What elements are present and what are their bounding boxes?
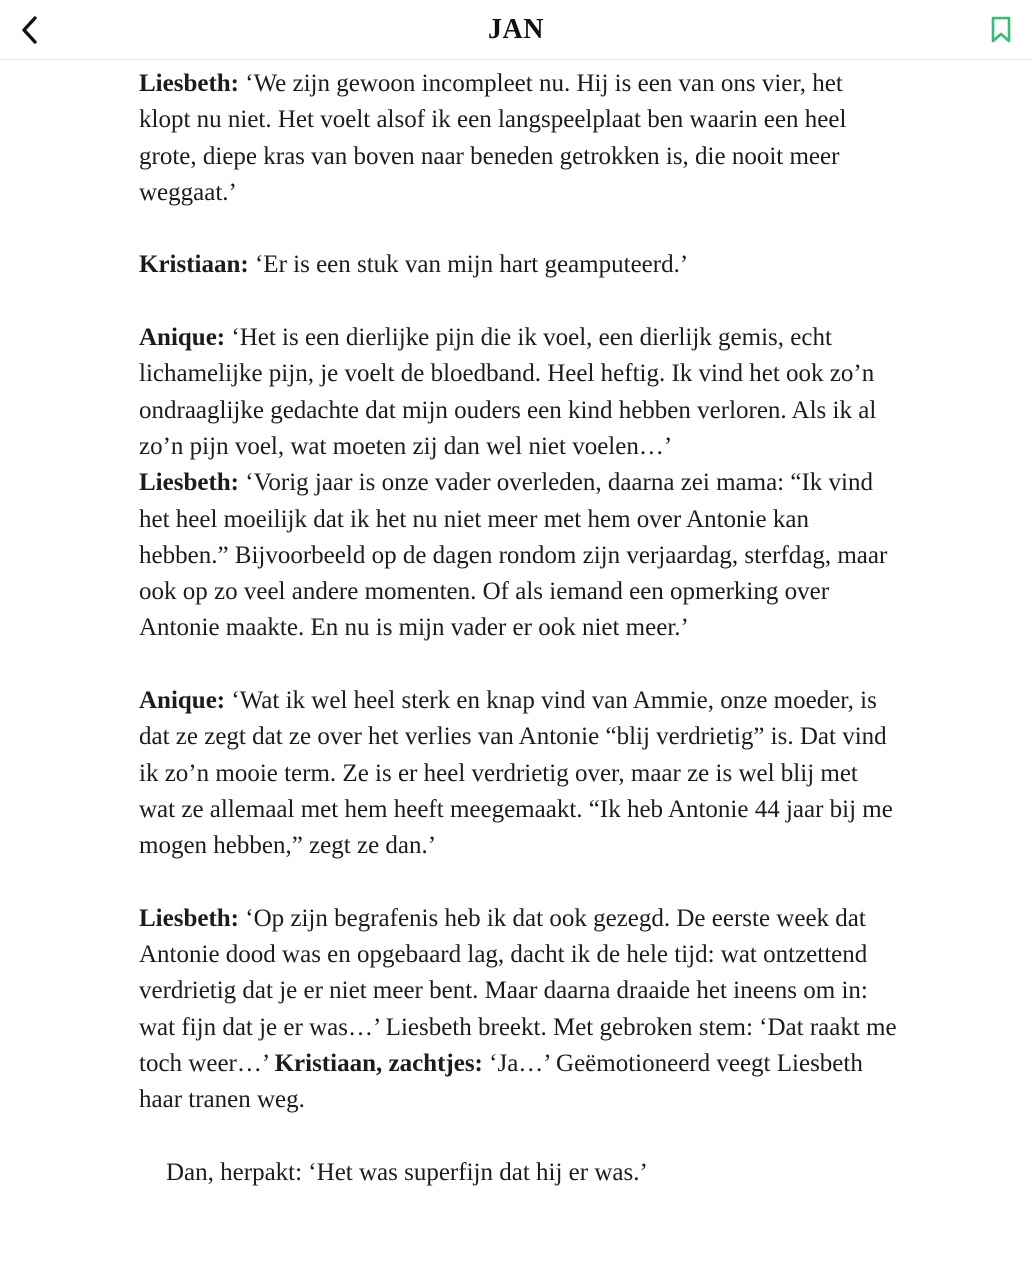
speaker-name: Kristiaan: bbox=[139, 251, 249, 279]
speaker-name: Liesbeth: bbox=[139, 469, 239, 497]
quote-text: ‘Het is een dierlijke pijn die ik voel, een dierlijk gemis, echt lichamelijke pijn, je voelt de bloedband. Heel heftig. Ik vind het ook zo’n ondraaglijke gedachte dat mijn ouders een kind hebben verloren. Als ik al zo’n pijn voel, wat moeten zij dan wel niet voelen…’ bbox=[139, 324, 877, 460]
quote-text: ‘Vorig jaar is onze vader overleden, daarna zei mama: “Ik vind het heel moeilijk dat ik het nu niet meer met hem over Antonie kan hebben.” Bijvoorbeeld op de dagen rondom zijn verjaardag, sterfdag, maar ook op zo veel andere momenten. Of als iemand een opmerking over Antonie maakte. En nu is mijn vader er ook niet meer.’ bbox=[139, 469, 888, 642]
top-bar bbox=[0, 0, 1032, 60]
speaker-name: Anique: bbox=[139, 687, 226, 715]
speaker-name: Liesbeth: bbox=[139, 904, 239, 932]
quote-text: ‘Er is een stuk van mijn hart geamputeerd.’ bbox=[248, 251, 689, 279]
quote-paragraph bbox=[139, 465, 899, 646]
quote-text: ‘Op zijn begrafenis heb ik dat ook gezegd. De eerste week dat Antonie dood was en opgebaard lag, dacht ik de hele tijd: wat ontzettend verdrietig dat je er niet meer bent. Maar daarna draaide het ineens om in: wat fijn dat je er was…’ Liesbeth breekt. Met gebroken stem: ‘Dat raakt me toch weer…’ bbox=[139, 904, 897, 1078]
speaker-name: Kristiaan, zachtjes: bbox=[274, 1050, 483, 1078]
quote-text: ‘We zijn gewoon incompleet nu. Hij is een van ons vier, het klopt nu niet. Het voelt alsof ik een langspeelplaat ben waarin een heel grote, diepe kras van boven naar beneden getrokken is, die nooit meer weggaat.’ bbox=[139, 70, 847, 206]
quote-text: ‘Wat ik wel heel sterk en knap vind van Ammie, onze moeder, is dat ze zegt dat ze over het verlies van Antonie “blij verdrietig” is. Dat vind ik zo’n mooie term. Ze is er heel verdrietig over, maar ze is wel blij met wat ze allemaal met hem heeft meegemaakt. “Ik heb Antonie 44 jaar bij me mogen hebben,” zegt ze dan.’ bbox=[139, 687, 893, 860]
closing-paragraph: Dan, herpakt: ‘Het was superfijn dat hij er was.’ bbox=[166, 1158, 648, 1186]
article-body bbox=[139, 66, 899, 1191]
page-title: JAN bbox=[488, 14, 544, 45]
quote-paragraph bbox=[139, 320, 899, 465]
quote-paragraph bbox=[139, 901, 899, 1119]
speaker-name: Liesbeth: bbox=[139, 70, 239, 97]
quote-paragraph bbox=[139, 247, 899, 283]
quote-paragraph bbox=[139, 66, 899, 211]
speaker-name: Anique: bbox=[139, 324, 226, 352]
quote-paragraph bbox=[139, 683, 899, 864]
bookmark-icon bbox=[990, 16, 1012, 44]
quote-text: ‘Ja…’ Geëmotioneerd veegt Liesbeth haar tranen weg. bbox=[139, 1050, 863, 1114]
bookmark-button[interactable] bbox=[984, 12, 1018, 48]
